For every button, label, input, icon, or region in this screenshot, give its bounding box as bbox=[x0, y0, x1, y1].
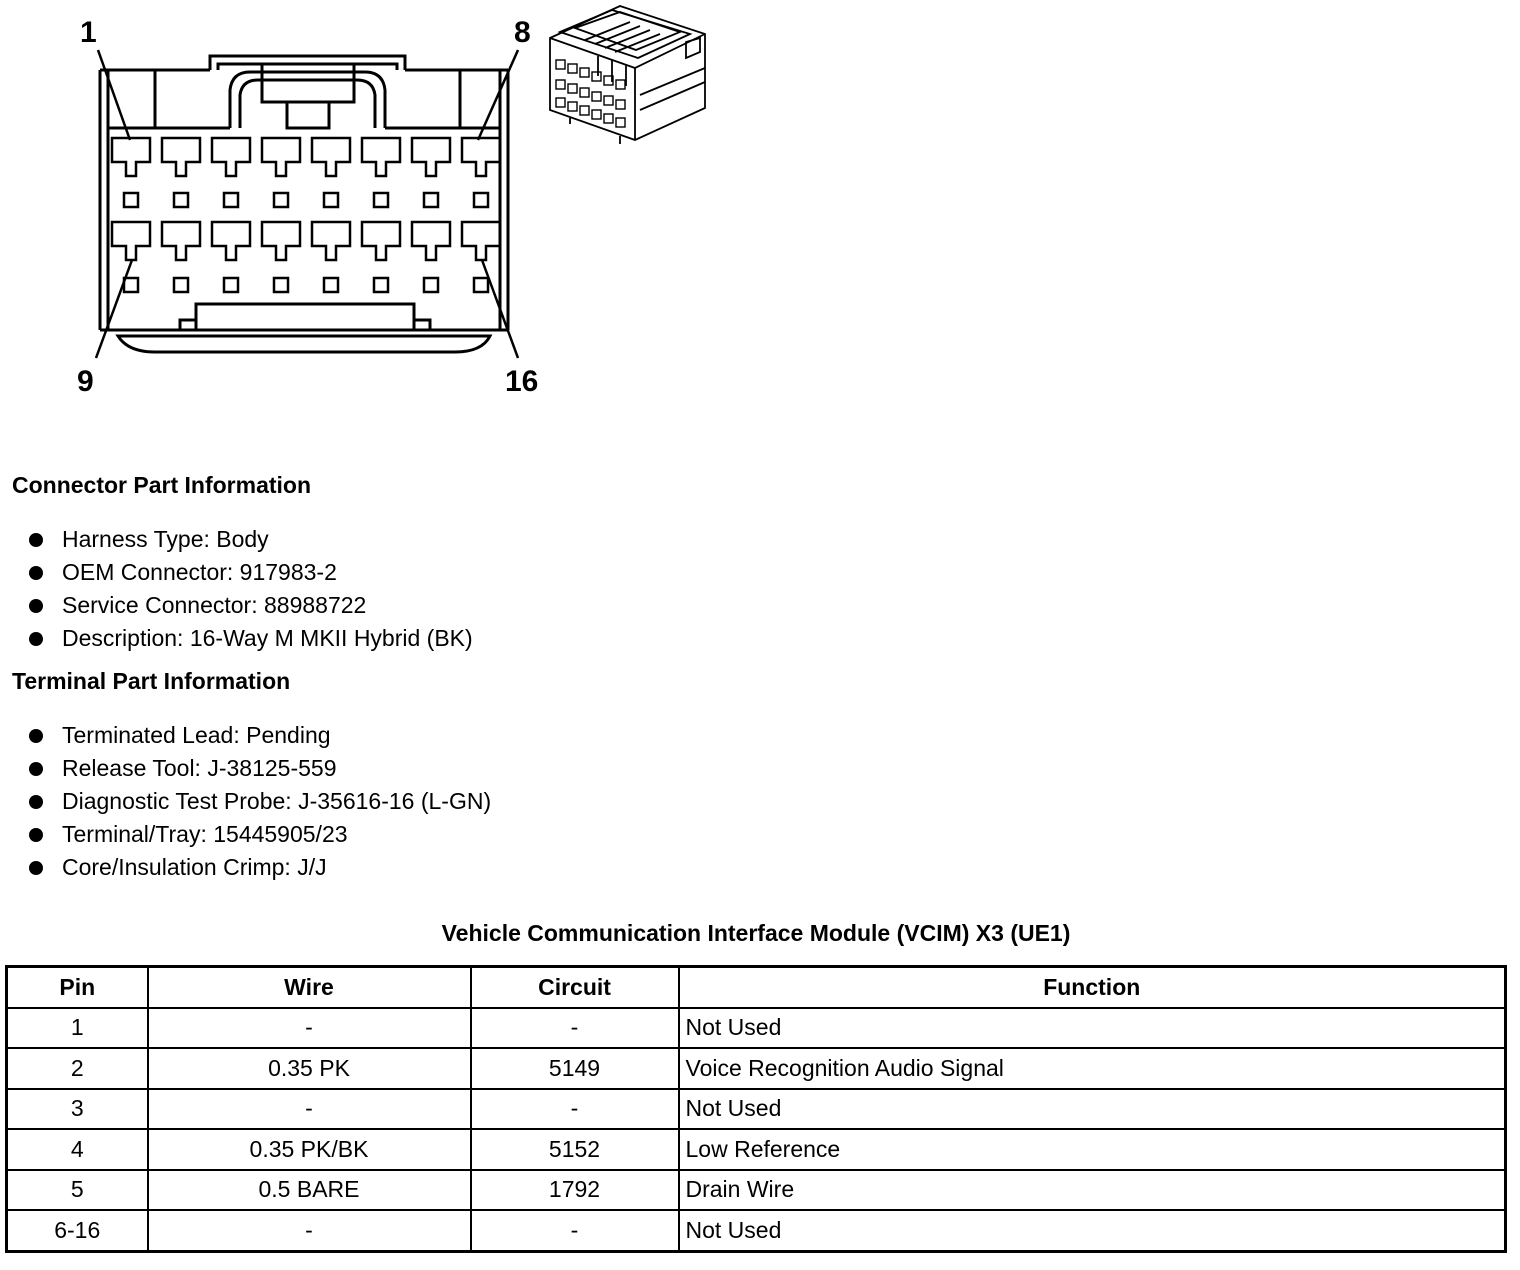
pin-label-9: 9 bbox=[77, 365, 94, 398]
function-cell: Low Reference bbox=[679, 1129, 1506, 1170]
terminal-info-title: Terminal Part Information bbox=[12, 668, 291, 694]
connector-housing bbox=[100, 56, 508, 352]
bullet-icon bbox=[29, 762, 43, 776]
table-title: Vehicle Communication Interface Module (VCIM) X3 (UE1) bbox=[441, 920, 1071, 946]
circuit-cell: - bbox=[471, 1008, 679, 1049]
bullet-icon bbox=[29, 795, 43, 809]
pin-label-1: 1 bbox=[80, 16, 97, 49]
list-item: Diagnostic Test Probe: J-35616-16 (L-GN) bbox=[0, 785, 491, 818]
list-item: Release Tool: J-38125-559 bbox=[0, 752, 491, 785]
circuit-cell: 5152 bbox=[471, 1129, 679, 1170]
table-row bbox=[7, 1089, 1506, 1130]
list-item: Core/Insulation Crimp: J/J bbox=[0, 851, 491, 884]
pin-cell: 3 bbox=[7, 1089, 148, 1130]
wire-cell: - bbox=[148, 1210, 471, 1251]
function-cell: Drain Wire bbox=[679, 1170, 1506, 1211]
column-header-function: Function bbox=[679, 967, 1506, 1008]
bullet-icon bbox=[29, 632, 43, 646]
leader-lines bbox=[96, 50, 518, 358]
wire-cell: 0.35 PK/BK bbox=[148, 1129, 471, 1170]
pin-cell: 6-16 bbox=[7, 1210, 148, 1251]
table-row bbox=[7, 1210, 1506, 1251]
function-cell: Not Used bbox=[679, 1008, 1506, 1049]
column-header-wire: Wire bbox=[148, 967, 471, 1008]
wire-cell: - bbox=[148, 1008, 471, 1049]
list-item: Service Connector: 88988722 bbox=[0, 589, 473, 622]
table-row bbox=[7, 1170, 1506, 1211]
list-item: Terminated Lead: Pending bbox=[0, 719, 491, 752]
table-row bbox=[7, 1048, 1506, 1089]
list-item: Harness Type: Body bbox=[0, 523, 473, 556]
column-header-pin: Pin bbox=[7, 967, 148, 1008]
bullet-icon bbox=[29, 729, 43, 743]
connector-info-list bbox=[0, 523, 473, 655]
bullet-icon bbox=[29, 599, 43, 613]
bullet-icon bbox=[29, 533, 43, 547]
pin-cell: 2 bbox=[7, 1048, 148, 1089]
bullet-icon bbox=[29, 828, 43, 842]
table-header-row bbox=[7, 967, 1506, 1008]
list-item: Terminal/Tray: 15445905/23 bbox=[0, 818, 491, 851]
bullet-icon bbox=[29, 566, 43, 580]
function-cell: Voice Recognition Audio Signal bbox=[679, 1048, 1506, 1089]
pin-label-16: 16 bbox=[505, 365, 539, 398]
connector-face-diagram bbox=[0, 0, 730, 410]
pinout-table bbox=[5, 965, 1507, 1253]
terminal-info-list bbox=[0, 719, 491, 884]
circuit-cell: 5149 bbox=[471, 1048, 679, 1089]
connector-3d-illustration bbox=[550, 6, 705, 144]
wire-cell: 0.5 BARE bbox=[148, 1170, 471, 1211]
circuit-cell: 1792 bbox=[471, 1170, 679, 1211]
connector-info-title: Connector Part Information bbox=[12, 472, 312, 498]
terminal-cavities bbox=[112, 138, 500, 292]
circuit-cell: - bbox=[471, 1210, 679, 1251]
pin-label-8: 8 bbox=[514, 16, 531, 49]
wire-cell: 0.35 PK bbox=[148, 1048, 471, 1089]
bullet-icon bbox=[29, 861, 43, 875]
function-cell: Not Used bbox=[679, 1089, 1506, 1130]
function-cell: Not Used bbox=[679, 1210, 1506, 1251]
table-row bbox=[7, 1129, 1506, 1170]
pin-cell: 4 bbox=[7, 1129, 148, 1170]
wire-cell: - bbox=[148, 1089, 471, 1130]
pin-cell: 1 bbox=[7, 1008, 148, 1049]
pin-cell: 5 bbox=[7, 1170, 148, 1211]
column-header-circuit: Circuit bbox=[471, 967, 679, 1008]
circuit-cell: - bbox=[471, 1089, 679, 1130]
list-item: Description: 16-Way M MKII Hybrid (BK) bbox=[0, 622, 473, 655]
table-row bbox=[7, 1008, 1506, 1049]
list-item: OEM Connector: 917983-2 bbox=[0, 556, 473, 589]
